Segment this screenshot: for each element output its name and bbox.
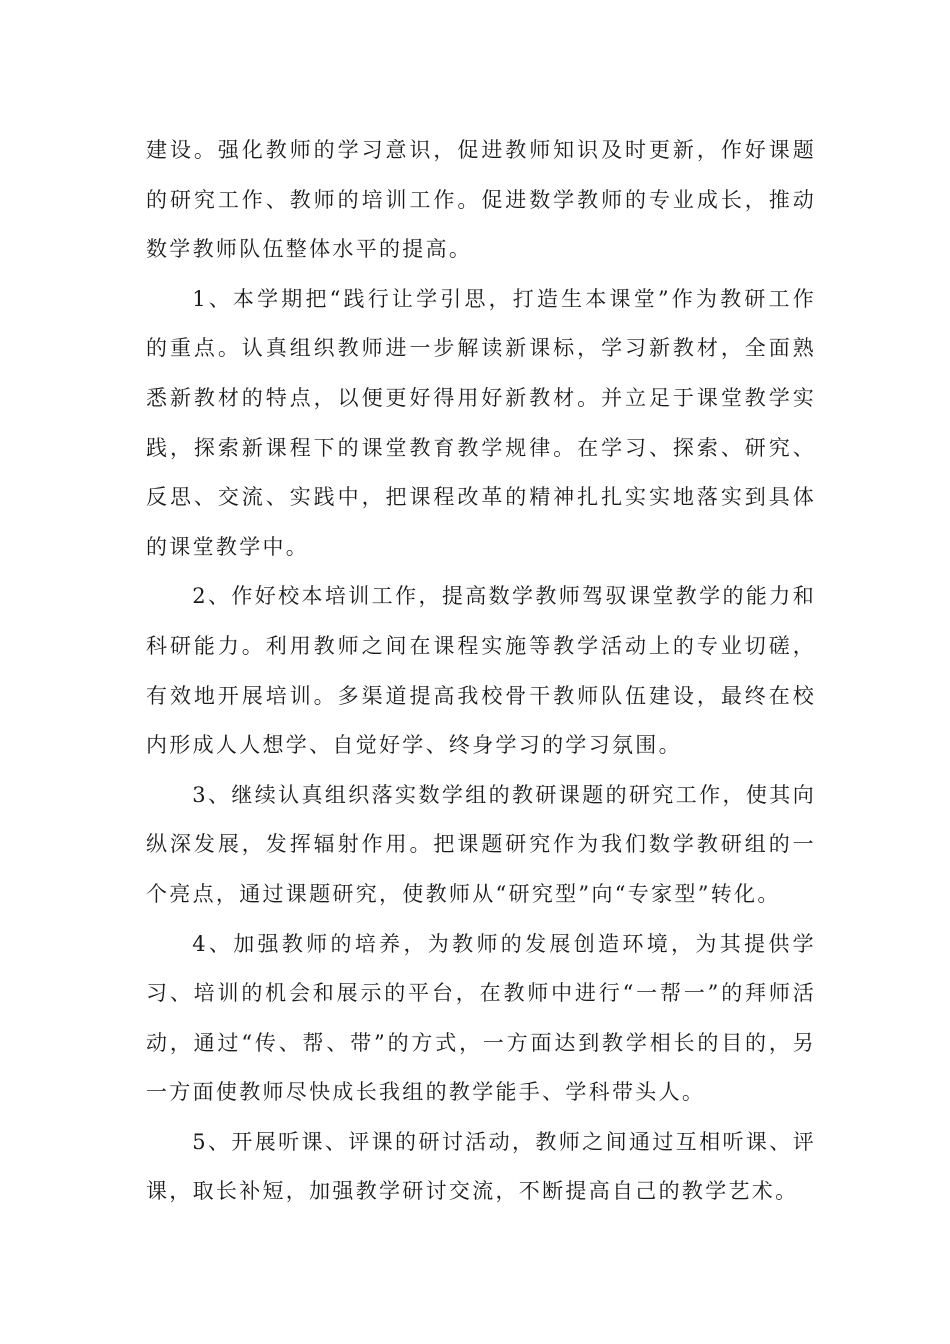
paragraph-item-3: 3、继续认真组织落实数学组的教研课题的研究工作，使其向纵深发展，发挥辐射作用。把课题研究作为我们数学教研组的一个亮点，通过课题研究，使教师从“研究型”向“专家型”转化。: [146, 782, 816, 906]
paragraph-item-5: 5、开展听课、评课的研讨活动，教师之间通过互相听课、评课，取长补短，加强教学研讨交流，不断提高自己的教学艺术。: [146, 1129, 816, 1204]
paragraph-continuation: 建设。强化教师的学习意识，促进教师知识及时更新，作好课题的研究工作、教师的培训工作。促进数学教师的专业成长，推动数学教师队伍整体水平的提高。: [146, 138, 816, 262]
document-body: [146, 126, 816, 1217]
paragraph-item-4: 4、加强教师的培养，为教师的发展创造环境，为其提供学习、培训的机会和展示的平台，在教师中进行“一帮一”的拜师活动，通过“传、帮、带”的方式，一方面达到教学相长的目的，另一方面使教师尽快成长我组的教学能手、学科带头人。: [146, 931, 816, 1105]
paragraph-item-1: 1、本学期把“践行让学引思，打造生本课堂”作为教研工作的重点。认真组织教师进一步解读新课标，学习新教材，全面熟悉新教材的特点，以便更好得用好新教材。并立足于课堂教学实践，探索新课程下的课堂教育教学规律。在学习、探索、研究、反思、交流、实践中，把课程改革的精神扎扎实实地落实到具体的课堂教学中。: [146, 286, 816, 559]
paragraph-item-2: 2、作好校本培训工作，提高数学教师驾驭课堂教学的能力和科研能力。利用教师之间在课程实施等教学活动上的专业切磋，有效地开展培训。多渠道提高我校骨干教师队伍建设，最终在校内形成人人想学、自觉好学、终身学习的学习氛围。: [146, 584, 816, 758]
